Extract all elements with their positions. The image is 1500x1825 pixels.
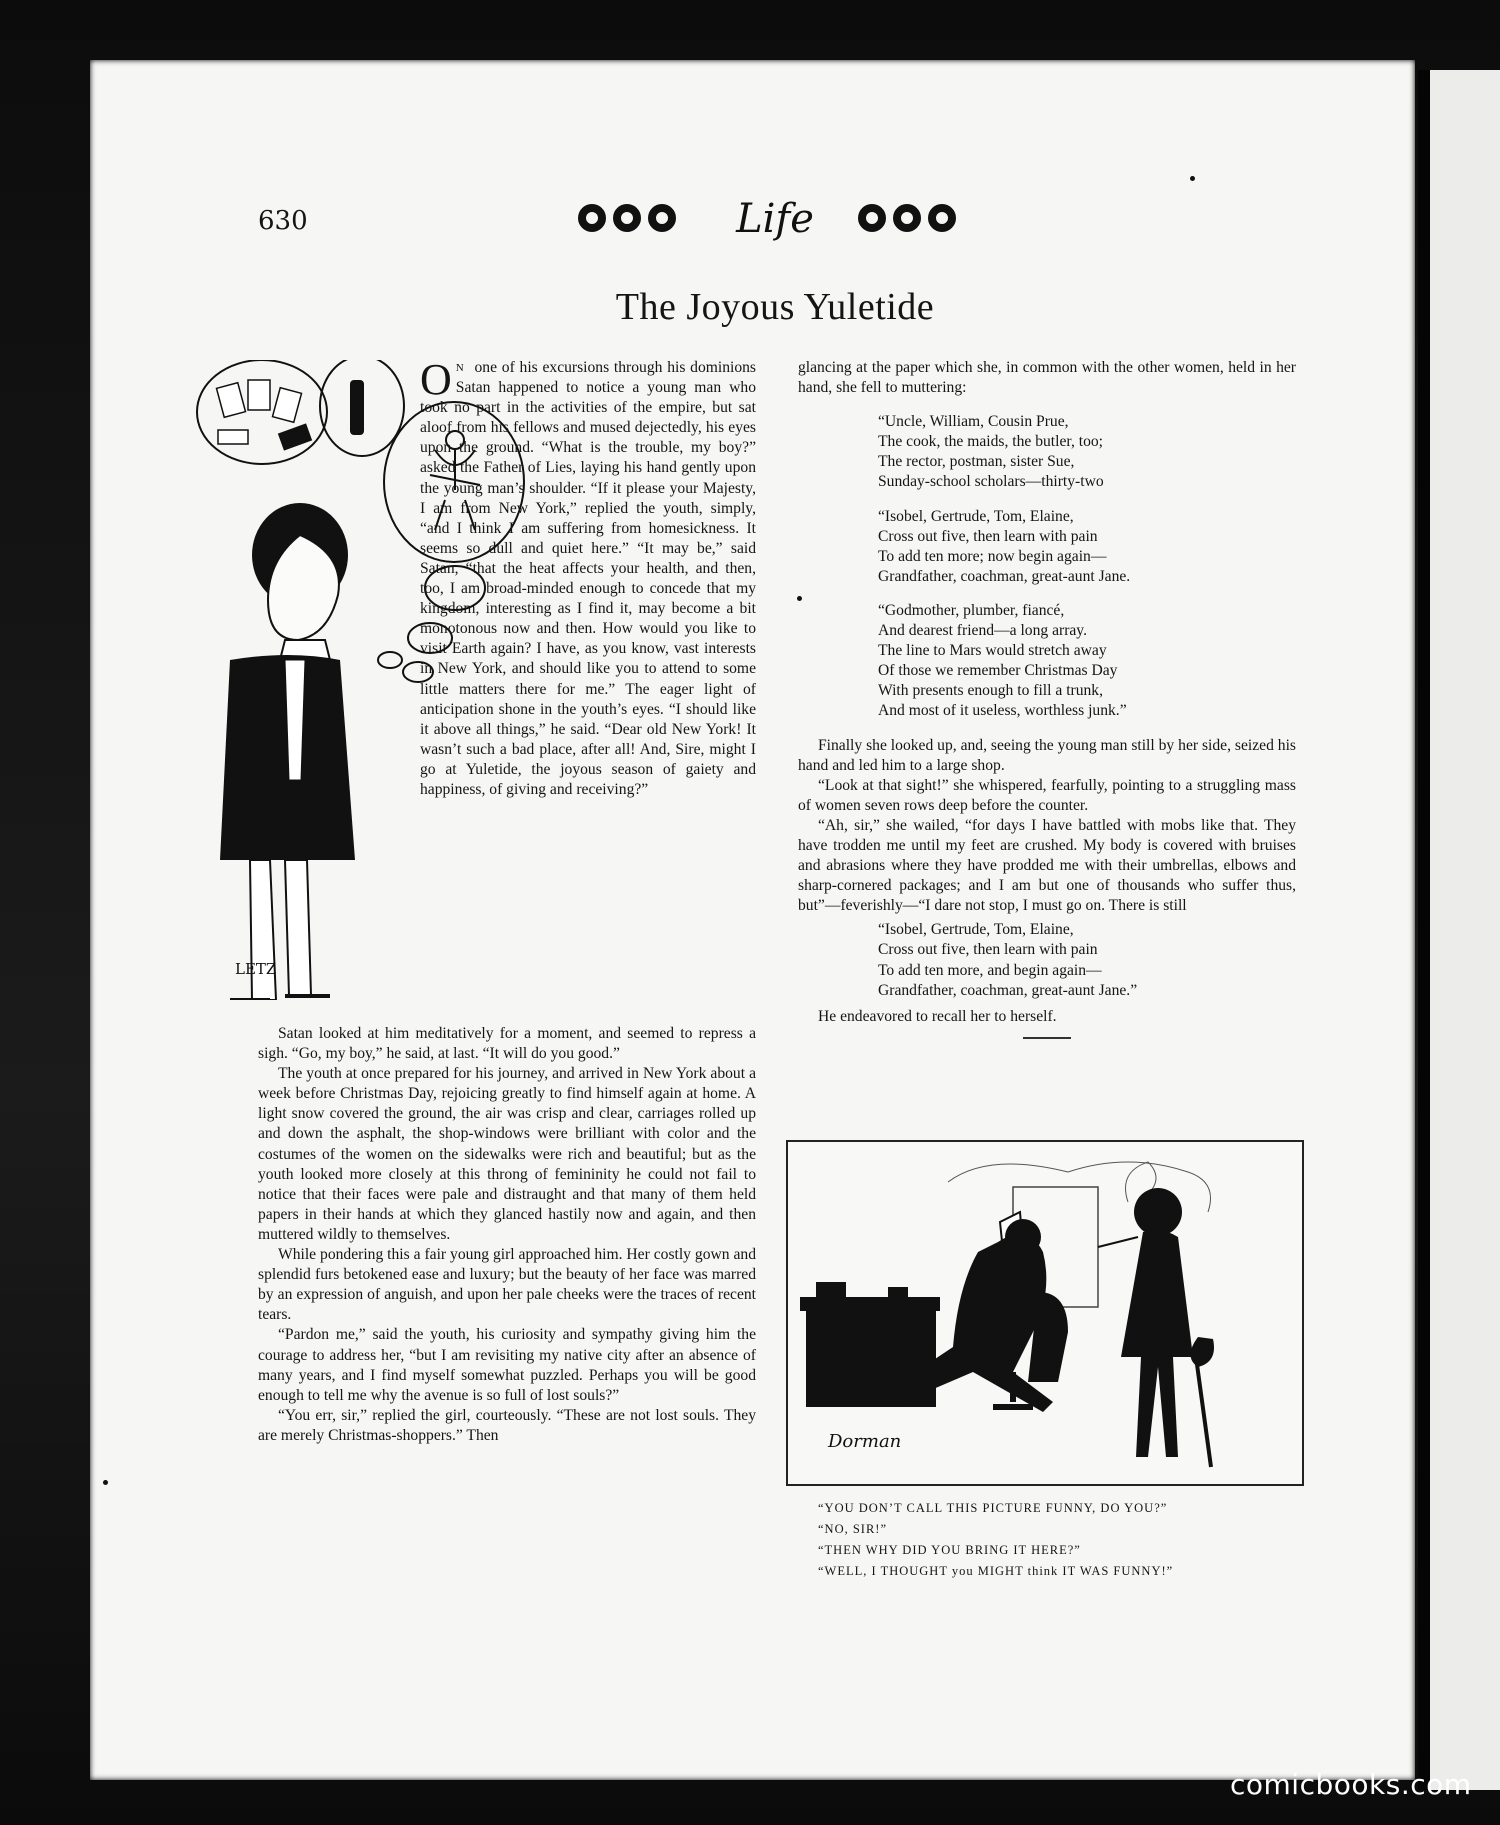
caption-line: “YOU DON’T CALL THIS PICTURE FUNNY, DO YOU?” — [818, 1501, 1168, 1515]
story-paragraph: “Pardon me,” said the youth, his curiosity and sympathy giving him the courage to address her, “but I am revisiting my native city after an absence of many years, and I find myself somewhat puzzled. Perhaps you will be good enough to tell me why the avenue is so full of lost souls?” — [258, 1326, 756, 1404]
page-number: 630 — [258, 206, 308, 236]
article-title: The Joyous Yuletide — [615, 286, 935, 328]
verse-line: And most of it useless, worthless junk.” — [878, 702, 1127, 720]
silhouette-cartoon-panel — [786, 1140, 1304, 1486]
facing-page-edge — [1430, 70, 1500, 1790]
shopping-list-verse-4 — [878, 920, 1296, 1000]
verse-line: The cook, the maids, the butler, too; — [878, 433, 1103, 451]
verse-line: Cross out five, then learn with pain — [878, 527, 1098, 545]
story-paragraph: “Look at that sight!” she whispered, fearfully, pointing to a struggling mass of women seven rows deep before the counter. — [798, 776, 1296, 814]
story-paragraph: “You err, sir,” replied the girl, courteously. “These are not lost souls. They are merely Christmas-shoppers.” Then — [258, 1406, 756, 1444]
shopping-list-verse-3 — [878, 601, 1296, 722]
life-masthead — [570, 190, 980, 250]
section-divider — [1023, 1037, 1071, 1039]
story-column-left-bottom — [258, 1024, 756, 1446]
box-cartoon-signature: Dorman — [828, 1431, 902, 1452]
site-watermark: comicbooks.com — [1230, 1768, 1472, 1801]
verse-line: The rector, postman, sister Sue, — [878, 453, 1075, 471]
story-paragraph: “Ah, sir,” she wailed, “for days I have battled with mobs like that. They have trodden me until my feet are crushed. My body is covered with bruises and abrasions where they have prodded me with their umbrellas, elbows and sharp-cornered packages; and I am but one of thousands who suffer thus, but”—feverishly—“I dare not stop, I must go on. There is still — [798, 816, 1296, 915]
story-paragraph: While pondering this a fair young girl approached him. Her costly gown and splendid furs betokened ease and luxury; but the beauty of her face was marred by an expression of anguish, and upon her pale cheeks were the traces of recent tears. — [258, 1246, 756, 1324]
caption-line: “WELL, I THOUGHT you MIGHT think IT WAS FUNNY!” — [818, 1564, 1174, 1578]
verse-line: “Isobel, Gertrude, Tom, Elaine, — [878, 921, 1074, 939]
verse-line: To add ten more; now begin again— — [878, 547, 1107, 565]
shopping-list-verse-2 — [878, 507, 1296, 587]
story-paragraph: glancing at the paper which she, in common with the other women, held in her hand, she fell to muttering: — [798, 359, 1296, 397]
left-cartoon-signature: LETZ — [235, 960, 277, 978]
story-paragraph: Finally she looked up, and, seeing the young man still by her side, seized his hand and led him to a large shop. — [798, 736, 1296, 774]
verse-line: “Godmother, plumber, fiancé, — [878, 601, 1065, 619]
shopping-list-verse-1 — [878, 412, 1296, 492]
story-opening-text: one of his excursions through his dominions Satan happened to notice a young man who took no part in the activities of the empire, but sat aloof from his fellows and mused dejectedly, his eyes upon the ground. “What is the trouble, my boy?” asked the Father of Lies, laying his hand gently upon the young man’s shoulder. “If it please your Majesty, I am from New York,” replied the youth, simply, “and I think I am suffering from homesickness. It seems so dull and quiet here.” “It may be,” said Satan, “that the heat affects your health, and then, too, I am broad-minded enough to concede that my kingdom, interesting as I find it, may become a bit monotonous now and then. How would you like to visit Earth again? I have, as you know, vast interests in New York, and should like you to attend to some little matters there for me.” The eager light of anticipation shone in the youth’s eyes. “I should like it above all things,” he said. “Dear old New York! It wasn’t such a bad place, after all! And, Sire, might I go at Yuletide, the joyous season of gaiety and happiness, of giving and receiving?” — [420, 359, 756, 798]
verse-line: Of those we remember Christmas Day — [878, 662, 1118, 680]
caption-line: “THEN WHY DID YOU BRING IT HERE?” — [818, 1543, 1081, 1557]
verse-line: Sunday-school scholars—thirty-two — [878, 473, 1104, 491]
story-column-left-top — [420, 355, 756, 800]
verse-line: Grandfather, coachman, great-aunt Jane.” — [878, 981, 1138, 999]
print-speck — [1190, 176, 1195, 181]
verse-line: The line to Mars would stretch away — [878, 642, 1107, 660]
verse-line: “Isobel, Gertrude, Tom, Elaine, — [878, 507, 1074, 525]
verse-line: To add ten more, and begin again— — [878, 961, 1102, 979]
silhouette-cartoon-illustration — [788, 1142, 1302, 1484]
story-paragraph: Satan looked at him meditatively for a moment, and seemed to repress a sigh. “Go, my boy,” he said, at last. “It will do you good.” — [258, 1025, 756, 1063]
masthead-title: Life — [736, 196, 814, 242]
drop-cap: O — [420, 355, 452, 404]
story-column-right — [798, 358, 1296, 1039]
verse-line: “Uncle, William, Cousin Prue, — [878, 413, 1069, 431]
verse-line: Cross out five, then learn with pain — [878, 941, 1098, 959]
print-speck — [797, 596, 802, 601]
caption-line: “NO, SIR!” — [818, 1522, 888, 1536]
verse-line: And dearest friend—a long array. — [878, 622, 1087, 640]
verse-line: With presents enough to fill a trunk, — [878, 682, 1104, 700]
story-paragraph: The youth at once prepared for his journey, and arrived in New York about a week before Christmas Day, rejoicing greatly to find himself again at home. A light snow covered the ground, the air was crisp and clear, carriages rolled up and down the asphalt, the shop-windows were brilliant with color and the costumes of the women on the sidewalks were rich and beautiful; but as the youth looked more closely at this throng of femininity he could not fail to notice that their faces were pale and distraught and that many of them held papers in their hands at which they glanced hastily now and again, and then muttered wildly to themselves. — [258, 1065, 756, 1243]
verse-line: Grandfather, coachman, great-aunt Jane. — [878, 567, 1131, 585]
cartoon-caption — [818, 1498, 1318, 1582]
print-speck — [103, 1480, 108, 1485]
story-closing-line: He endeavored to recall her to herself. — [818, 1007, 1057, 1025]
drop-cap-rest: N — [455, 362, 464, 374]
